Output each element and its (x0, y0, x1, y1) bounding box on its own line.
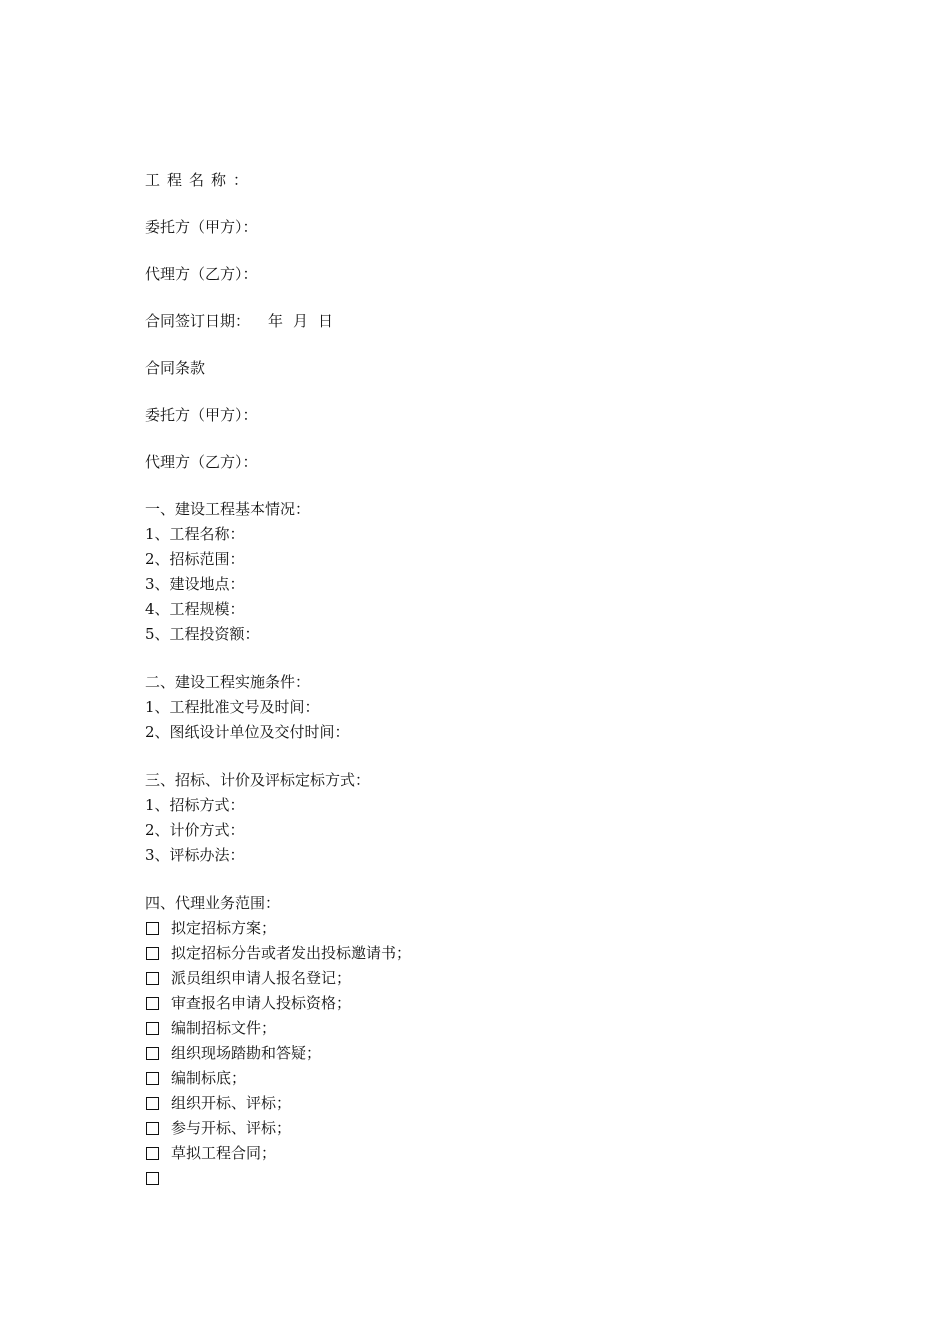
section-title: 一、建设工程基本情况： (145, 500, 311, 518)
checkbox-item[interactable] (145, 991, 865, 1016)
list-item: 1、工程批准文号及时间： (145, 698, 320, 716)
checkbox-icon[interactable] (146, 1072, 159, 1085)
project-name-label: 工程名称： (145, 171, 256, 189)
checkbox-item[interactable] (145, 1016, 865, 1041)
checkbox-label: 组织开标、评标； (171, 1094, 292, 1112)
checkbox-icon[interactable] (146, 972, 159, 985)
checkbox-icon[interactable] (146, 1047, 159, 1060)
sign-date-line (145, 309, 865, 356)
list-item: 3、评标办法： (145, 846, 245, 864)
checkbox-label: 草拟工程合同； (171, 1144, 277, 1162)
section-basic-info (145, 497, 865, 647)
checkbox-icon[interactable] (146, 1147, 159, 1160)
checkbox-icon[interactable] (146, 1122, 159, 1135)
checkbox-item[interactable] (145, 1116, 865, 1141)
list-item: 2、招标范围： (145, 550, 245, 568)
checkbox-item[interactable] (145, 1091, 865, 1116)
checkbox-item[interactable] (145, 966, 865, 991)
checkbox-icon[interactable] (146, 1097, 159, 1110)
checkbox-label: 组织现场踏勘和答疑； (171, 1044, 322, 1062)
checkbox-label: 拟定招标分告或者发出投标邀请书； (171, 944, 412, 962)
checkbox-icon[interactable] (146, 922, 159, 935)
checkbox-item[interactable] (145, 1066, 865, 1091)
checkbox-label: 编制标底； (171, 1069, 247, 1087)
list-item: 4、工程规模： (145, 600, 245, 618)
client-label-2: 委托方（甲方）： (145, 406, 258, 424)
section-title: 四、代理业务范围： (145, 894, 281, 912)
contract-page (145, 168, 865, 1191)
section-title: 二、建设工程实施条件： (145, 673, 311, 691)
date-year: 年 (268, 312, 284, 330)
spacer (145, 647, 865, 670)
checkbox-item[interactable] (145, 916, 865, 941)
date-day: 日 (318, 312, 334, 330)
agent-label: 代理方（乙方）： (145, 265, 258, 283)
checkbox-item[interactable] (145, 941, 865, 966)
spacer (145, 868, 865, 891)
sign-date-label: 合同签订日期： (145, 312, 251, 330)
list-item: 3、建设地点： (145, 575, 245, 593)
list-item: 2、图纸设计单位及交付时间： (145, 723, 350, 741)
checkbox-item[interactable] (145, 1166, 865, 1191)
checkbox-icon[interactable] (146, 1172, 159, 1185)
spacer (145, 745, 865, 768)
checkbox-label: 审查报名申请人投标资格； (171, 994, 352, 1012)
section-bidding-method (145, 768, 865, 868)
checkbox-item[interactable] (145, 1141, 865, 1166)
section-implementation (145, 670, 865, 745)
section-service-scope (145, 891, 865, 1191)
checkbox-label: 拟定招标方案； (171, 919, 277, 937)
checkbox-label: 编制招标文件； (171, 1019, 277, 1037)
agent-label-2: 代理方（乙方）： (145, 453, 258, 471)
client-label: 委托方（甲方）： (145, 218, 258, 236)
checkbox-icon[interactable] (146, 947, 159, 960)
checkbox-item[interactable] (145, 1041, 865, 1066)
list-item: 2、计价方式： (145, 821, 245, 839)
checkbox-icon[interactable] (146, 1022, 159, 1035)
checkbox-icon[interactable] (146, 997, 159, 1010)
date-month: 月 (293, 312, 309, 330)
list-item: 5、工程投资额： (145, 625, 260, 643)
terms-title: 合同条款 (145, 359, 206, 377)
checkbox-label: 参与开标、评标； (171, 1119, 292, 1137)
checkbox-label: 派员组织申请人报名登记； (171, 969, 352, 987)
list-item: 1、招标方式： (145, 796, 245, 814)
section-title: 三、招标、计价及评标定标方式： (145, 771, 371, 789)
list-item: 1、工程名称： (145, 525, 245, 543)
